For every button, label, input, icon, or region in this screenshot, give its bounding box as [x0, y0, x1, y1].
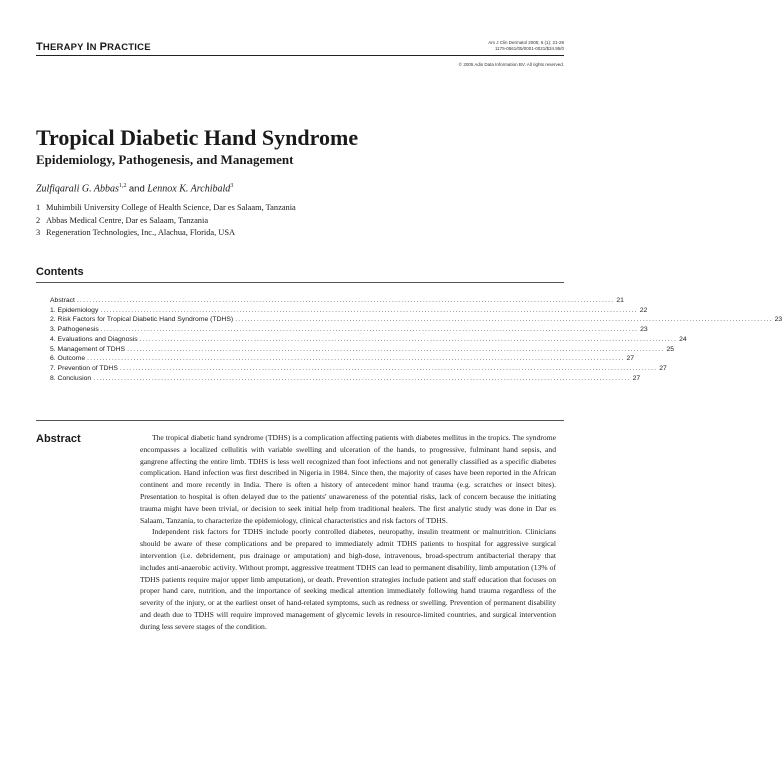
- section-label-part: T: [36, 41, 43, 53]
- toc-label: 5. Management of TDHS: [50, 345, 126, 353]
- section-label-part: P: [99, 41, 108, 53]
- abstract-paragraph: The tropical diabetic hand syndrome (TDHS) is a complication affecting patients with diabetes mellitus in the tropics. The syndrome encompasses a localized cellulitis with variable swelling and ulceration of the hands, to progressive, fulminant hand sepsis, and gangrene affecting the entire limb. TDHS is less well recognized than foot infections and not generally classified as a specific diabetes complication. Hand infection was first described in Nigeria in 1984. Since then, the majority of cases have been reported in the African continent and more recently in India. There is often a history of antecedent minor hand trauma (e.g. scratches or insect bites). Presentation to hospital is often delayed due to the patients' unawareness of the potential risks, lack of concern because the initiating trauma might have been trivial, or decision to seek initial help from traditional healers. The first analytic study was done in Dar es Salaam, Tanzania, to characterize the epidemiology, clinical characteristics and risk factors of TDHS.: [140, 433, 556, 525]
- toc-page: 23: [640, 326, 648, 334]
- toc-page: 27: [632, 374, 641, 382]
- article-title: Tropical Diabetic Hand Syndrome: [36, 125, 359, 150]
- toc-page: 21: [616, 297, 624, 304]
- toc-label: 1. Epidemiology: [50, 306, 99, 314]
- header-rule: [36, 55, 564, 56]
- affiliation-number: 1: [36, 203, 41, 212]
- toc-leader: ..............................................................................................................................................................................: [100, 326, 639, 334]
- affiliation-text: Regeneration Technologies, Inc., Alachua, Florida, USA: [46, 228, 236, 238]
- toc-page: 24: [679, 335, 687, 343]
- toc-page: 25: [666, 345, 675, 353]
- toc-page: 27: [659, 364, 667, 372]
- toc-entry[interactable]: [50, 374, 641, 384]
- toc-leader: ..............................................................................................................................................................................: [76, 297, 615, 304]
- affiliation-item: [36, 227, 296, 240]
- toc-label: 2. Risk Factors for Tropical Diabetic Hand Syndrome (TDHS): [50, 316, 234, 324]
- article-subtitle: Epidemiology, Pathogenesis, and Management: [36, 152, 294, 167]
- contents-heading: Contents: [36, 266, 84, 278]
- toc-leader: ..............................................................................................................................................................................: [100, 306, 638, 314]
- toc-leader: ..............................................................................................................................................................................: [139, 335, 678, 343]
- affiliations: [36, 202, 296, 240]
- journal-citation: Am J Clin Dermatol 2005; 6 (1): 21-28: [488, 40, 564, 45]
- toc-label: 7. Prevention of TDHS: [50, 364, 118, 372]
- affiliation-text: Muhimbili University College of Health Science, Dar es Salaam, Tanzania: [46, 203, 296, 212]
- toc-label: 6. Outcome: [50, 355, 86, 363]
- section-label-part: N: [89, 42, 100, 53]
- toc-entry[interactable]: [50, 345, 675, 355]
- abstract-paragraph: Independent risk factors for TDHS include poorly controlled diabetes, neuropathy, insulin treatment or malnutrition. Clinicians should be aware of these complications and be prepared to immediately admit TDHS patients to hospital for aggressive surgical intervention (i.e. debridement, pus drainage or amputation) and high-dose, intravenous, broad-spectrum antibacterial therapy that includes anti-anaerobic activity. Without prompt, aggressive treatment TDHS can lead to permanent disability, limb amputation (13% of TDHS patients require major upper limb amputation), or death. Prevention strategies include patient and staff education that focuses on proper hand care, nutrition, and the importance of seeking medical attention immediately following hand trauma regardless of the severity of the injury, or at the earliest onset of hand-related symptoms, such as redness or swelling. Prevention of permanent disability and death due to TDHS will require improved management of glycemic levels in resource-limited countries, and surgical intervention during less severe stages of the condition.: [140, 527, 556, 631]
- toc-page: 22: [639, 306, 648, 314]
- section-label-part: I: [86, 41, 90, 53]
- section-label-part: RACTICE: [107, 42, 151, 53]
- toc-entry[interactable]: [50, 354, 635, 364]
- affiliation-item: [36, 202, 296, 215]
- toc-entry[interactable]: [50, 364, 667, 374]
- author-affiliation-marker: 3: [230, 183, 234, 189]
- section-label: [36, 41, 151, 53]
- toc-label: 4. Evaluations and Diagnosis: [50, 335, 138, 343]
- authors-joiner: and: [128, 183, 145, 195]
- journal-meta: [488, 40, 564, 52]
- toc-leader: ..............................................................................................................................................................................: [93, 374, 631, 382]
- toc-leader: ..............................................................................................................................................................................: [235, 316, 773, 324]
- toc-leader: ..............................................................................................................................................................................: [87, 355, 625, 363]
- author-name: Lennox K. Archibald: [147, 183, 231, 195]
- toc-entry[interactable]: [50, 306, 648, 316]
- table-of-contents: [50, 296, 782, 383]
- toc-page: 23: [774, 316, 782, 324]
- section-label-part: HERAPY: [42, 42, 87, 53]
- affiliation-text: Abbas Medical Centre, Dar es Salaam, Tanzania: [46, 215, 209, 225]
- toc-leader: ..............................................................................................................................................................................: [119, 364, 658, 372]
- toc-label: 3. Pathogenesis: [50, 326, 99, 334]
- contents-bottom-rule: [36, 420, 564, 421]
- affiliation-number: 2: [36, 215, 41, 225]
- toc-entry[interactable]: [50, 335, 687, 345]
- toc-page: 27: [626, 355, 635, 363]
- toc-entry[interactable]: [50, 325, 648, 335]
- author-line: [36, 183, 233, 194]
- journal-issn: 1175-0561/05/0001-0021/$34.95/0: [495, 46, 564, 51]
- abstract-body: [140, 432, 556, 633]
- toc-leader: ..............................................................................................................................................................................: [127, 345, 665, 353]
- contents-top-rule: [36, 282, 564, 283]
- affiliation-item: [36, 215, 296, 228]
- toc-label: 8. Conclusion: [50, 374, 92, 382]
- toc-label: Abstract: [50, 297, 75, 304]
- affiliation-number: 3: [36, 228, 41, 238]
- abstract-heading: Abstract: [36, 433, 81, 445]
- author-affiliation-marker: 1,2: [118, 183, 127, 189]
- toc-entry[interactable]: [50, 315, 782, 325]
- copyright-notice: © 2005 Adis Data Information BV. All rights reserved.: [458, 62, 564, 67]
- author-name: Zulfiqarali G. Abbas: [36, 183, 119, 195]
- toc-entry[interactable]: [50, 296, 624, 306]
